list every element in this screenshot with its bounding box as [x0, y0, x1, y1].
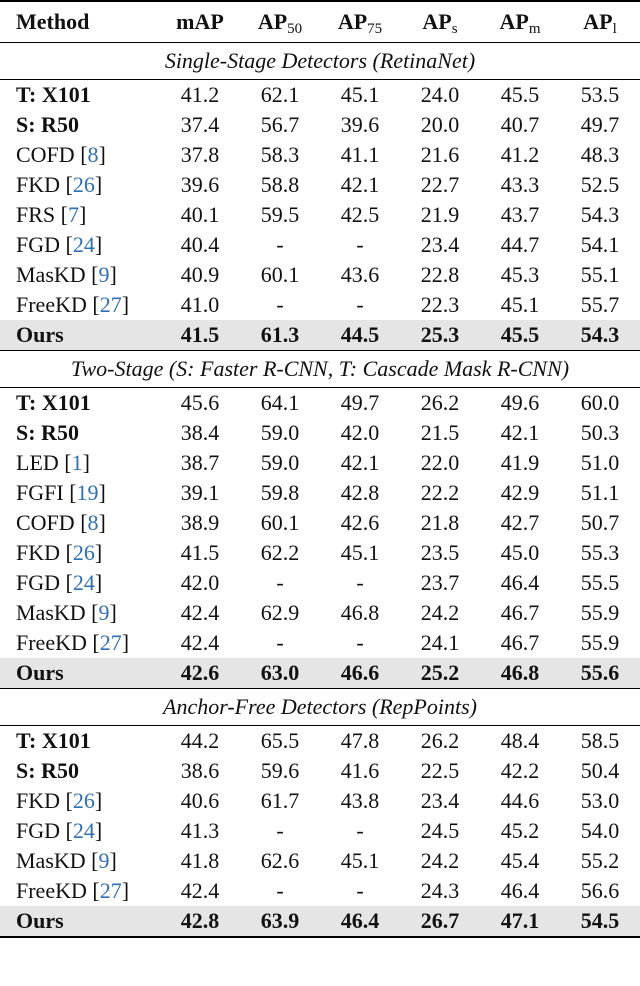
value-cell: 46.6	[320, 658, 400, 689]
table-row	[0, 110, 640, 140]
value-cell: 41.2	[160, 80, 240, 111]
value-cell: 41.0	[180, 292, 220, 317]
value-cell: 45.4	[500, 848, 540, 873]
value-cell: 24.1	[420, 630, 460, 655]
value-cell: 43.7	[500, 202, 540, 227]
header-method: Method	[0, 1, 160, 43]
method-cell: MasKD [9]	[16, 848, 117, 873]
value-cell: 42.1	[500, 420, 540, 445]
value-cell: 44.2	[160, 726, 240, 757]
value-cell: 42.2	[500, 758, 540, 783]
value-cell: 49.6	[480, 388, 560, 419]
method-name: Ours	[16, 908, 64, 933]
header-ap50-label: AP	[257, 9, 288, 34]
header-ap50	[240, 1, 320, 43]
value-cell: -	[276, 232, 284, 257]
method-name: FKD	[16, 788, 61, 813]
citation-link[interactable]: 1	[71, 450, 83, 475]
method-cell: FGD [24]	[16, 232, 103, 257]
citation-link[interactable]: 27	[99, 292, 122, 317]
table-row	[0, 538, 640, 568]
header-apm-sub: m	[528, 21, 541, 37]
method-name: S: R50	[16, 758, 79, 783]
value-cell: 25.3	[400, 320, 480, 351]
value-cell: 50.7	[580, 510, 620, 535]
value-cell: 62.9	[260, 600, 300, 625]
method-cell: FGD [24]	[16, 570, 103, 595]
value-cell: -	[356, 878, 364, 903]
value-cell: 39.6	[340, 112, 380, 137]
value-cell: 59.0	[260, 450, 300, 475]
table-body	[0, 43, 640, 938]
value-cell: 40.7	[500, 112, 540, 137]
value-cell: 55.1	[580, 262, 620, 287]
table-row	[0, 906, 640, 937]
value-cell: 24.2	[420, 848, 460, 873]
value-cell: 62.2	[260, 540, 300, 565]
value-cell: 37.4	[180, 112, 220, 137]
method-cell: LED [1]	[16, 450, 90, 475]
value-cell: 45.5	[480, 320, 560, 351]
value-cell: -	[356, 570, 364, 595]
value-cell: 42.4	[180, 600, 220, 625]
value-cell: 40.1	[180, 202, 220, 227]
method-name: MasKD	[16, 262, 86, 287]
value-cell: 21.9	[420, 202, 460, 227]
method-cell: FreeKD [27]	[16, 630, 130, 655]
header-apm	[480, 1, 560, 43]
value-cell: 60.0	[560, 388, 640, 419]
value-cell: 62.1	[240, 80, 320, 111]
value-cell: 63.9	[240, 906, 320, 937]
value-cell: 42.7	[500, 510, 540, 535]
value-cell: 23.4	[420, 232, 460, 257]
value-cell: 42.4	[180, 630, 220, 655]
value-cell: 65.5	[240, 726, 320, 757]
value-cell: 46.4	[320, 906, 400, 937]
value-cell: 45.6	[160, 388, 240, 419]
value-cell: 22.7	[420, 172, 460, 197]
value-cell: 22.8	[420, 262, 460, 287]
value-cell: 64.1	[240, 388, 320, 419]
method-name: Ours	[16, 660, 64, 685]
method-name: T: X101	[16, 82, 91, 107]
header-aps-label: AP	[422, 9, 452, 34]
section-header-row	[0, 689, 640, 726]
method-cell	[0, 110, 160, 140]
value-cell: 42.0	[180, 570, 220, 595]
table-row	[0, 786, 640, 816]
value-cell: 54.3	[560, 320, 640, 351]
method-name: FreeKD	[16, 878, 87, 903]
value-cell: 56.6	[580, 878, 620, 903]
value-cell: -	[356, 818, 364, 843]
value-cell: 47.8	[320, 726, 400, 757]
value-cell: 24.0	[400, 80, 480, 111]
value-cell: 22.3	[420, 292, 460, 317]
value-cell: 55.2	[580, 848, 620, 873]
method-name: FRS	[16, 202, 56, 227]
value-cell: 54.3	[580, 202, 620, 227]
method-name: T: X101	[16, 728, 91, 753]
value-cell: 45.1	[500, 292, 540, 317]
method-cell	[0, 80, 160, 111]
method-cell	[0, 418, 160, 448]
citation-link[interactable]: 9	[98, 600, 110, 625]
method-cell: FKD [26]	[16, 788, 103, 813]
value-cell: 55.6	[560, 658, 640, 689]
value-cell: -	[276, 630, 284, 655]
method-cell: FKD [26]	[16, 540, 103, 565]
method-name: MasKD	[16, 600, 86, 625]
table-row	[0, 726, 640, 757]
value-cell: 23.5	[420, 540, 460, 565]
table-row	[0, 80, 640, 111]
method-name: FGD	[16, 818, 61, 843]
value-cell: 46.8	[480, 658, 560, 689]
method-cell: FreeKD [27]	[16, 878, 130, 903]
value-cell: 38.7	[180, 450, 220, 475]
value-cell: 24.2	[420, 600, 460, 625]
table-row	[0, 658, 640, 689]
value-cell: 61.7	[260, 788, 300, 813]
method-cell: FRS [7]	[16, 202, 87, 227]
value-cell: 39.6	[180, 172, 220, 197]
table-row	[0, 418, 640, 448]
table-row	[0, 846, 640, 876]
value-cell: 41.6	[340, 758, 380, 783]
citation-link[interactable]: 9	[98, 848, 110, 873]
value-cell: 42.4	[180, 878, 220, 903]
value-cell: -	[276, 570, 284, 595]
value-cell: 61.3	[240, 320, 320, 351]
value-cell: -	[276, 292, 284, 317]
method-name: COFD	[16, 510, 75, 535]
table-row	[0, 170, 640, 200]
section-title: Anchor-Free Detectors (RepPoints)	[0, 689, 640, 726]
table-row	[0, 200, 640, 230]
value-cell: 26.2	[400, 726, 480, 757]
value-cell: 23.7	[420, 570, 460, 595]
table-row	[0, 816, 640, 846]
method-name: FKD	[16, 172, 61, 197]
header-apl-sub: l	[612, 21, 617, 37]
value-cell: 55.7	[580, 292, 620, 317]
table-row	[0, 598, 640, 628]
table-row	[0, 448, 640, 478]
value-cell: 46.8	[340, 600, 380, 625]
method-name: S: R50	[16, 420, 79, 445]
section-header-row	[0, 43, 640, 80]
method-name: FreeKD	[16, 292, 87, 317]
value-cell: 63.0	[240, 658, 320, 689]
value-cell: 55.9	[580, 630, 620, 655]
value-cell: 52.5	[580, 172, 620, 197]
header-row	[0, 1, 640, 43]
citation-link[interactable]: 8	[87, 142, 99, 167]
method-cell	[0, 658, 160, 689]
value-cell: 43.8	[340, 788, 380, 813]
value-cell: 21.8	[420, 510, 460, 535]
value-cell: -	[356, 292, 364, 317]
value-cell: 55.3	[580, 540, 620, 565]
value-cell: 22.0	[420, 450, 460, 475]
header-ap50-sub: 50	[287, 21, 303, 37]
method-name: FKD	[16, 540, 61, 565]
value-cell: 50.3	[580, 420, 620, 445]
citation-link[interactable]: 9	[98, 262, 110, 287]
value-cell: 41.2	[500, 142, 540, 167]
method-name: FGD	[16, 232, 61, 257]
value-cell: 26.2	[400, 388, 480, 419]
table-row	[0, 290, 640, 320]
value-cell: 46.4	[500, 878, 540, 903]
value-cell: 43.6	[340, 262, 380, 287]
value-cell: 45.1	[340, 540, 380, 565]
value-cell: 62.6	[260, 848, 300, 873]
value-cell: 20.0	[420, 112, 460, 137]
value-cell: 24.3	[420, 878, 460, 903]
value-cell: 42.8	[160, 906, 240, 937]
citation-link[interactable]: 24	[72, 232, 95, 257]
header-aps-sub: s	[451, 21, 458, 37]
method-cell: FGD [24]	[16, 818, 103, 843]
value-cell: 41.1	[340, 142, 380, 167]
method-name: LED	[16, 450, 59, 475]
value-cell: -	[356, 232, 364, 257]
table-row	[0, 140, 640, 170]
table-row	[0, 628, 640, 658]
value-cell: 42.1	[340, 172, 380, 197]
value-cell: 53.0	[580, 788, 620, 813]
method-cell: FreeKD [27]	[16, 292, 130, 317]
value-cell: 48.4	[480, 726, 560, 757]
method-cell: COFD [8]	[16, 142, 106, 167]
citation-link[interactable]: 19	[76, 480, 99, 505]
value-cell: 45.2	[500, 818, 540, 843]
table-row	[0, 876, 640, 906]
citation-link[interactable]: 26	[72, 172, 95, 197]
header-aps	[400, 1, 480, 43]
value-cell: 42.0	[340, 420, 380, 445]
table-row	[0, 478, 640, 508]
value-cell: 44.7	[500, 232, 540, 257]
method-name: T: X101	[16, 390, 91, 415]
table-row	[0, 508, 640, 538]
value-cell: 22.2	[420, 480, 460, 505]
method-cell: COFD [8]	[16, 510, 106, 535]
citation-link[interactable]: 26	[72, 540, 95, 565]
value-cell: 45.0	[500, 540, 540, 565]
section-header-row	[0, 351, 640, 388]
value-cell: 21.6	[420, 142, 460, 167]
method-name: FGFI	[16, 480, 64, 505]
method-name: COFD	[16, 142, 75, 167]
citation-link[interactable]: 26	[72, 788, 95, 813]
table-row	[0, 388, 640, 419]
header-apl-label: AP	[583, 9, 613, 34]
table-row	[0, 320, 640, 351]
value-cell: -	[356, 630, 364, 655]
value-cell: 47.1	[480, 906, 560, 937]
value-cell: 37.8	[180, 142, 220, 167]
value-cell: 46.4	[500, 570, 540, 595]
value-cell: 41.8	[180, 848, 220, 873]
value-cell: 59.5	[260, 202, 300, 227]
section-title: Single-Stage Detectors (RetinaNet)	[0, 43, 640, 80]
value-cell: 40.4	[180, 232, 220, 257]
value-cell: 45.5	[480, 80, 560, 111]
value-cell: 23.4	[420, 788, 460, 813]
value-cell: 54.5	[560, 906, 640, 937]
method-cell: FGFI [19]	[16, 480, 106, 505]
header-map: mAP	[160, 1, 240, 43]
value-cell: 43.3	[500, 172, 540, 197]
citation-link[interactable]: 24	[72, 570, 95, 595]
value-cell: 38.6	[180, 758, 220, 783]
method-cell	[0, 906, 160, 937]
value-cell: 51.1	[580, 480, 620, 505]
value-cell: 42.1	[340, 450, 380, 475]
value-cell: 22.5	[420, 758, 460, 783]
citation-link[interactable]: 8	[87, 510, 99, 535]
value-cell: 60.1	[260, 510, 300, 535]
value-cell: 42.6	[160, 658, 240, 689]
method-name: FreeKD	[16, 630, 87, 655]
section-title: Two-Stage (S: Faster R-CNN, T: Cascade Mask R-CNN)	[0, 351, 640, 388]
value-cell: 50.4	[580, 758, 620, 783]
value-cell: 44.5	[320, 320, 400, 351]
header-apm-label: AP	[499, 9, 529, 34]
method-cell	[0, 726, 160, 757]
method-cell	[0, 388, 160, 419]
value-cell: 38.9	[180, 510, 220, 535]
method-cell	[0, 756, 160, 786]
value-cell: 59.8	[260, 480, 300, 505]
value-cell: 54.0	[580, 818, 620, 843]
value-cell: -	[276, 878, 284, 903]
citation-link[interactable]: 27	[99, 878, 122, 903]
value-cell: 42.9	[500, 480, 540, 505]
value-cell: 59.0	[260, 420, 300, 445]
value-cell: 41.5	[160, 320, 240, 351]
header-ap75	[320, 1, 400, 43]
value-cell: 46.7	[500, 600, 540, 625]
table-row	[0, 260, 640, 290]
header-apl	[560, 1, 640, 43]
value-cell: 25.2	[400, 658, 480, 689]
value-cell: 45.1	[340, 848, 380, 873]
value-cell: 21.5	[420, 420, 460, 445]
value-cell: 54.1	[580, 232, 620, 257]
value-cell: 39.1	[180, 480, 220, 505]
header-ap75-label: AP	[337, 9, 368, 34]
value-cell: 42.6	[340, 510, 380, 535]
method-name: S: R50	[16, 112, 79, 137]
value-cell: 46.7	[500, 630, 540, 655]
method-cell	[0, 320, 160, 351]
value-cell: 59.6	[260, 758, 300, 783]
value-cell: 60.1	[260, 262, 300, 287]
value-cell: 41.9	[500, 450, 540, 475]
method-cell: MasKD [9]	[16, 262, 117, 287]
value-cell: 58.3	[260, 142, 300, 167]
value-cell: 58.5	[560, 726, 640, 757]
value-cell: 41.5	[180, 540, 220, 565]
table-row	[0, 756, 640, 786]
value-cell: 45.1	[320, 80, 400, 111]
value-cell: 42.8	[340, 480, 380, 505]
citation-link[interactable]: 27	[99, 630, 122, 655]
value-cell: 42.5	[340, 202, 380, 227]
value-cell: 44.6	[500, 788, 540, 813]
value-cell: 40.6	[180, 788, 220, 813]
value-cell: 26.7	[400, 906, 480, 937]
table-row	[0, 568, 640, 598]
value-cell: 58.8	[260, 172, 300, 197]
method-name: MasKD	[16, 848, 86, 873]
value-cell: 45.3	[500, 262, 540, 287]
method-cell: FKD [26]	[16, 172, 103, 197]
table-row	[0, 230, 640, 260]
header-ap75-sub: 75	[367, 21, 383, 37]
value-cell: 56.7	[260, 112, 300, 137]
method-name: FGD	[16, 570, 61, 595]
value-cell: 51.0	[580, 450, 620, 475]
value-cell: 24.5	[420, 818, 460, 843]
citation-link[interactable]: 24	[72, 818, 95, 843]
value-cell: 48.3	[580, 142, 620, 167]
citation-link[interactable]: 7	[67, 202, 79, 227]
method-cell: MasKD [9]	[16, 600, 117, 625]
value-cell: 49.7	[320, 388, 400, 419]
value-cell: -	[276, 818, 284, 843]
value-cell: 55.5	[580, 570, 620, 595]
value-cell: 41.3	[180, 818, 220, 843]
value-cell: 53.5	[560, 80, 640, 111]
value-cell: 38.4	[180, 420, 220, 445]
method-name: Ours	[16, 322, 64, 347]
value-cell: 49.7	[580, 112, 620, 137]
value-cell: 40.9	[180, 262, 220, 287]
value-cell: 55.9	[580, 600, 620, 625]
